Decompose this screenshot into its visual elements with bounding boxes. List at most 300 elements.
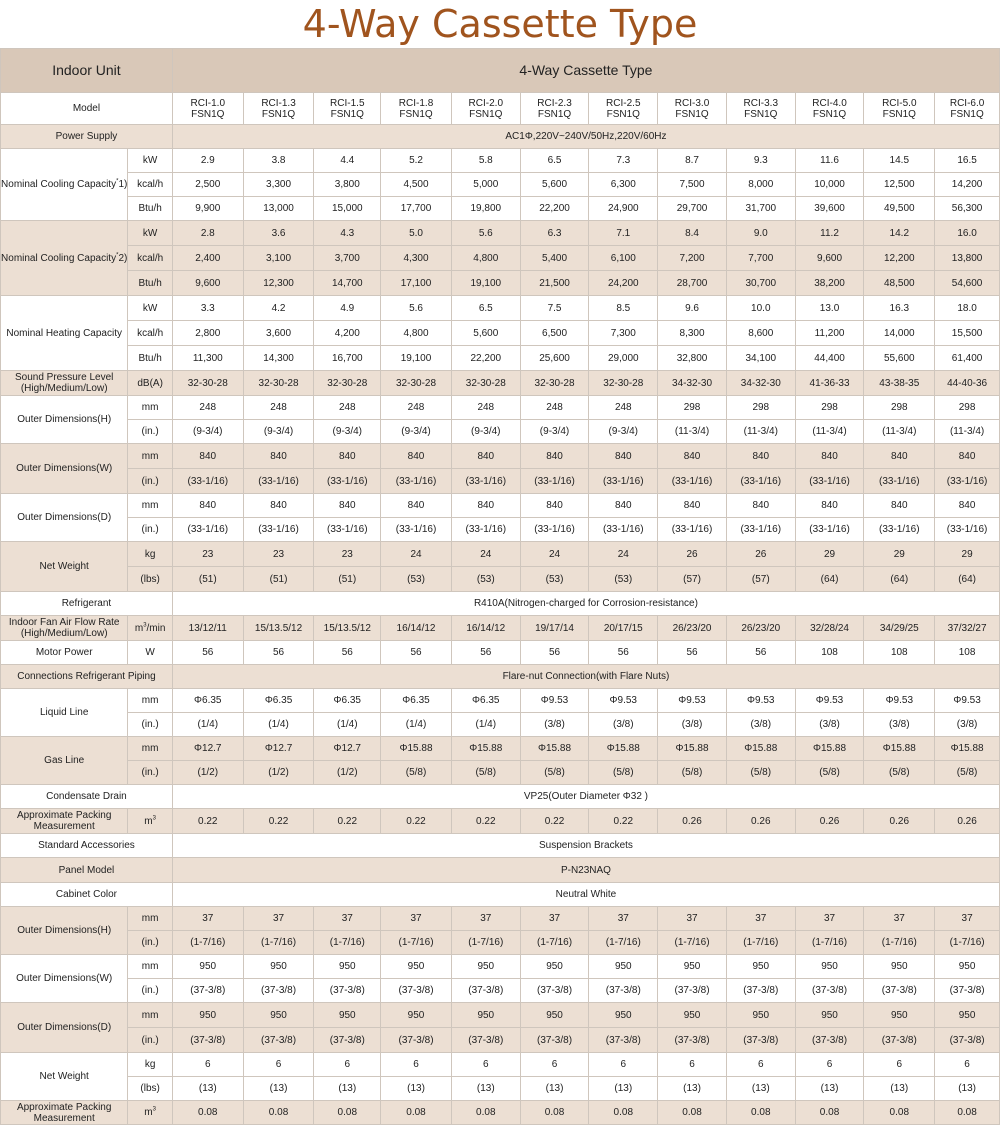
value-cell: 5,600 <box>520 173 589 197</box>
value-cell: (5/8) <box>658 761 727 785</box>
span-value: P-N23NAQ <box>172 858 999 883</box>
value-cell: 6 <box>520 1053 589 1077</box>
value-cell: 7,700 <box>726 246 795 271</box>
model-cell: RCI-1.0 FSN1Q <box>172 93 243 125</box>
spec-row <box>1 346 1000 371</box>
value-cell: (33-1/16) <box>172 469 243 494</box>
value-cell: (33-1/16) <box>589 469 658 494</box>
value-cell: 0.26 <box>864 809 935 834</box>
value-cell: 840 <box>451 444 520 469</box>
value-cell: 248 <box>451 396 520 420</box>
value-cell: 37 <box>795 907 864 931</box>
spec-row <box>1 1028 1000 1053</box>
value-cell: (11-3/4) <box>726 420 795 444</box>
value-cell: 15,000 <box>314 197 381 221</box>
value-cell: 19/17/14 <box>520 616 589 641</box>
value-cell: (37-3/8) <box>589 1028 658 1053</box>
value-cell: 37 <box>589 907 658 931</box>
value-cell: 32-30-28 <box>520 371 589 396</box>
value-cell: 19,100 <box>451 271 520 296</box>
unit-cell: mm <box>128 1003 173 1028</box>
value-cell: Φ12.7 <box>243 737 314 761</box>
value-cell: 8,300 <box>658 321 727 346</box>
value-cell: 950 <box>314 955 381 979</box>
value-cell: 950 <box>726 1003 795 1028</box>
value-cell: 6 <box>795 1053 864 1077</box>
value-cell: 7,300 <box>589 321 658 346</box>
spec-row <box>1 834 1000 858</box>
spec-row <box>1 371 1000 396</box>
value-cell: 0.22 <box>381 809 452 834</box>
value-cell: (37-3/8) <box>935 979 1000 1003</box>
unit-cell: kg <box>128 542 173 567</box>
value-cell: Φ15.88 <box>795 737 864 761</box>
value-cell: (3/8) <box>935 713 1000 737</box>
value-cell: Φ15.88 <box>935 737 1000 761</box>
value-cell: 840 <box>243 444 314 469</box>
value-cell: 6,500 <box>520 321 589 346</box>
value-cell: (1/2) <box>314 761 381 785</box>
value-cell: 298 <box>935 396 1000 420</box>
value-cell: (57) <box>658 567 727 592</box>
value-cell: (37-3/8) <box>795 979 864 1003</box>
row-label: Outer Dimensions(H) <box>1 907 128 955</box>
model-cell: RCI-6.0 FSN1Q <box>935 93 1000 125</box>
value-cell: 37 <box>243 907 314 931</box>
value-cell: 56 <box>381 641 452 665</box>
value-cell: (1-7/16) <box>726 931 795 955</box>
value-cell: (1-7/16) <box>172 931 243 955</box>
value-cell: 0.26 <box>795 809 864 834</box>
value-cell: 18.0 <box>935 296 1000 321</box>
spec-row <box>1 737 1000 761</box>
value-cell: 248 <box>589 396 658 420</box>
unit-cell: (in.) <box>128 518 173 542</box>
value-cell: 5.8 <box>451 149 520 173</box>
value-cell: 5.0 <box>381 221 452 246</box>
value-cell: 6.3 <box>520 221 589 246</box>
spec-row <box>1 246 1000 271</box>
spec-row <box>1 321 1000 346</box>
row-label: Net Weight <box>1 1053 128 1101</box>
value-cell: 950 <box>243 955 314 979</box>
value-cell: 8,600 <box>726 321 795 346</box>
value-cell: (1-7/16) <box>935 931 1000 955</box>
unit-cell: mm <box>128 396 173 420</box>
value-cell: (1-7/16) <box>795 931 864 955</box>
value-cell: (1-7/16) <box>451 931 520 955</box>
value-cell: (53) <box>589 567 658 592</box>
row-label: Gas Line <box>1 737 128 785</box>
unit-cell: (in.) <box>128 713 173 737</box>
value-cell: (53) <box>381 567 452 592</box>
value-cell: 840 <box>658 494 727 518</box>
value-cell: 14.5 <box>864 149 935 173</box>
value-cell: 56 <box>726 641 795 665</box>
model-cell: RCI-2.5 FSN1Q <box>589 93 658 125</box>
value-cell: 950 <box>795 1003 864 1028</box>
value-cell: (64) <box>935 567 1000 592</box>
value-cell: 840 <box>381 444 452 469</box>
value-cell: (33-1/16) <box>520 518 589 542</box>
unit-cell: (in.) <box>128 1028 173 1053</box>
model-cell: RCI-3.3 FSN1Q <box>726 93 795 125</box>
value-cell: (37-3/8) <box>520 1028 589 1053</box>
value-cell: 5.6 <box>381 296 452 321</box>
value-cell: 0.08 <box>451 1101 520 1125</box>
value-cell: 56 <box>520 641 589 665</box>
value-cell: (13) <box>864 1077 935 1101</box>
value-cell: 7.1 <box>589 221 658 246</box>
value-cell: (37-3/8) <box>314 979 381 1003</box>
value-cell: 950 <box>864 955 935 979</box>
value-cell: 2,800 <box>172 321 243 346</box>
value-cell: 950 <box>864 1003 935 1028</box>
value-cell: 56 <box>314 641 381 665</box>
value-cell: (13) <box>314 1077 381 1101</box>
value-cell: 16/14/12 <box>381 616 452 641</box>
value-cell: 248 <box>243 396 314 420</box>
value-cell: 10,000 <box>795 173 864 197</box>
value-cell: 0.08 <box>864 1101 935 1125</box>
value-cell: 29 <box>864 542 935 567</box>
spec-row <box>1 665 1000 689</box>
value-cell: (33-1/16) <box>381 518 452 542</box>
value-cell: (1/4) <box>381 713 452 737</box>
value-cell: 34,100 <box>726 346 795 371</box>
value-cell: (33-1/16) <box>658 469 727 494</box>
value-cell: 840 <box>935 444 1000 469</box>
value-cell: 3,300 <box>243 173 314 197</box>
value-cell: (1/4) <box>314 713 381 737</box>
row-label: Nominal Cooling Capacity*2) <box>1 221 128 296</box>
value-cell: (13) <box>726 1077 795 1101</box>
value-cell: 37 <box>520 907 589 931</box>
value-cell: 840 <box>795 494 864 518</box>
value-cell: 3,100 <box>243 246 314 271</box>
value-cell: (37-3/8) <box>381 979 452 1003</box>
value-cell: Φ15.88 <box>726 737 795 761</box>
unit-cell: kcal/h <box>128 173 173 197</box>
value-cell: 11.6 <box>795 149 864 173</box>
value-cell: 30,700 <box>726 271 795 296</box>
value-cell: 840 <box>726 444 795 469</box>
value-cell: 4,300 <box>381 246 452 271</box>
value-cell: 4,800 <box>451 246 520 271</box>
value-cell: 6 <box>864 1053 935 1077</box>
value-cell: (37-3/8) <box>864 979 935 1003</box>
value-cell: 9,600 <box>172 271 243 296</box>
value-cell: 16.3 <box>864 296 935 321</box>
value-cell: 840 <box>935 494 1000 518</box>
value-cell: (64) <box>864 567 935 592</box>
value-cell: Φ12.7 <box>314 737 381 761</box>
value-cell: 7.5 <box>520 296 589 321</box>
value-cell: (13) <box>658 1077 727 1101</box>
unit-cell: (lbs) <box>128 1077 173 1101</box>
value-cell: (5/8) <box>451 761 520 785</box>
spec-row <box>1 955 1000 979</box>
value-cell: 34-32-30 <box>658 371 727 396</box>
value-cell: Φ9.53 <box>726 689 795 713</box>
value-cell: 29 <box>795 542 864 567</box>
value-cell: 8.5 <box>589 296 658 321</box>
value-cell: 840 <box>451 494 520 518</box>
value-cell: 24 <box>589 542 658 567</box>
spec-row <box>1 173 1000 197</box>
row-label: Outer Dimensions(D) <box>1 494 128 542</box>
value-cell: 32-30-28 <box>172 371 243 396</box>
value-cell: 4,200 <box>314 321 381 346</box>
value-cell: Φ9.53 <box>795 689 864 713</box>
spec-row <box>1 296 1000 321</box>
value-cell: 840 <box>589 494 658 518</box>
value-cell: Φ6.35 <box>381 689 452 713</box>
unit-cell: Btu/h <box>128 197 173 221</box>
value-cell: 5,400 <box>520 246 589 271</box>
value-cell: 61,400 <box>935 346 1000 371</box>
value-cell: 0.08 <box>658 1101 727 1125</box>
row-label: Outer Dimensions(W) <box>1 444 128 494</box>
value-cell: 840 <box>658 444 727 469</box>
table-title-header: 4-Way Cassette Type <box>172 49 999 93</box>
value-cell: 43-38-35 <box>864 371 935 396</box>
spec-row <box>1 785 1000 809</box>
header-row <box>1 49 1000 93</box>
value-cell: 17,700 <box>381 197 452 221</box>
value-cell: (51) <box>314 567 381 592</box>
unit-cell: (in.) <box>128 420 173 444</box>
value-cell: Φ15.88 <box>451 737 520 761</box>
value-cell: 16.5 <box>935 149 1000 173</box>
unit-cell: (in.) <box>128 761 173 785</box>
value-cell: (5/8) <box>381 761 452 785</box>
unit-cell: $m^3$ <box>128 809 173 834</box>
row-label: Standard Accessories <box>1 834 173 858</box>
value-cell: 55,600 <box>864 346 935 371</box>
value-cell: (33-1/16) <box>864 469 935 494</box>
value-cell: 840 <box>381 494 452 518</box>
value-cell: 950 <box>172 1003 243 1028</box>
value-cell: 11.2 <box>795 221 864 246</box>
spec-row <box>1 125 1000 149</box>
spec-row <box>1 271 1000 296</box>
value-cell: 37 <box>864 907 935 931</box>
value-cell: (37-3/8) <box>658 979 727 1003</box>
value-cell: 28,700 <box>658 271 727 296</box>
value-cell: Φ9.53 <box>520 689 589 713</box>
value-cell: 32/28/24 <box>795 616 864 641</box>
value-cell: 16/14/12 <box>451 616 520 641</box>
value-cell: 298 <box>795 396 864 420</box>
unit-cell: kW <box>128 149 173 173</box>
value-cell: 2.9 <box>172 149 243 173</box>
value-cell: 2.8 <box>172 221 243 246</box>
value-cell: (11-3/4) <box>795 420 864 444</box>
model-cell: RCI-3.0 FSN1Q <box>658 93 727 125</box>
value-cell: 840 <box>314 494 381 518</box>
value-cell: (1/2) <box>172 761 243 785</box>
row-label: Outer Dimensions(H) <box>1 396 128 444</box>
page-title: 4-Way Cassette Type <box>302 2 698 46</box>
value-cell: 6 <box>172 1053 243 1077</box>
value-cell: 3,700 <box>314 246 381 271</box>
spec-row <box>1 221 1000 246</box>
value-cell: 248 <box>172 396 243 420</box>
value-cell: (3/8) <box>589 713 658 737</box>
value-cell: (37-3/8) <box>243 1028 314 1053</box>
value-cell: (9-3/4) <box>172 420 243 444</box>
value-cell: 34-32-30 <box>726 371 795 396</box>
value-cell: 14,700 <box>314 271 381 296</box>
value-cell: (3/8) <box>658 713 727 737</box>
value-cell: (33-1/16) <box>243 469 314 494</box>
spec-row <box>1 809 1000 834</box>
span-value: Suspension Brackets <box>172 834 999 858</box>
model-cell: RCI-4.0 FSN1Q <box>795 93 864 125</box>
value-cell: (37-3/8) <box>726 979 795 1003</box>
spec-row <box>1 494 1000 518</box>
value-cell: 26 <box>658 542 727 567</box>
value-cell: 0.22 <box>589 809 658 834</box>
value-cell: 0.22 <box>520 809 589 834</box>
value-cell: (33-1/16) <box>726 469 795 494</box>
value-cell: Φ15.88 <box>520 737 589 761</box>
value-cell: 950 <box>172 955 243 979</box>
value-cell: Φ6.35 <box>451 689 520 713</box>
value-cell: 10.0 <box>726 296 795 321</box>
value-cell: (53) <box>451 567 520 592</box>
value-cell: 950 <box>451 955 520 979</box>
value-cell: 6 <box>314 1053 381 1077</box>
unit-cell: mm <box>128 955 173 979</box>
value-cell: 5.2 <box>381 149 452 173</box>
unit-cell: mm <box>128 494 173 518</box>
value-cell: 0.22 <box>243 809 314 834</box>
value-cell: (51) <box>172 567 243 592</box>
value-cell: 298 <box>864 396 935 420</box>
value-cell: Φ9.53 <box>589 689 658 713</box>
value-cell: 8.4 <box>658 221 727 246</box>
value-cell: Φ15.88 <box>658 737 727 761</box>
value-cell: (3/8) <box>726 713 795 737</box>
value-cell: (1-7/16) <box>589 931 658 955</box>
value-cell: 7,200 <box>658 246 727 271</box>
spec-row <box>1 689 1000 713</box>
value-cell: 8.7 <box>658 149 727 173</box>
value-cell: 6 <box>935 1053 1000 1077</box>
model-cell: RCI-2.3 FSN1Q <box>520 93 589 125</box>
value-cell: Φ6.35 <box>243 689 314 713</box>
value-cell: 29,000 <box>589 346 658 371</box>
footnote-mark: * <box>116 178 119 185</box>
value-cell: (33-1/16) <box>314 518 381 542</box>
value-cell: 840 <box>520 444 589 469</box>
value-cell: 6,100 <box>589 246 658 271</box>
value-cell: 17,100 <box>381 271 452 296</box>
unit-cell: Btu/h <box>128 346 173 371</box>
model-cell: RCI-2.0 FSN1Q <box>451 93 520 125</box>
value-cell: 37 <box>451 907 520 931</box>
value-cell: 0.22 <box>172 809 243 834</box>
value-cell: 26/23/20 <box>658 616 727 641</box>
value-cell: 24,900 <box>589 197 658 221</box>
value-cell: 950 <box>935 955 1000 979</box>
unit-cell: W <box>128 641 173 665</box>
value-cell: (1-7/16) <box>381 931 452 955</box>
value-cell: 0.26 <box>658 809 727 834</box>
row-label: Motor Power <box>1 641 128 665</box>
value-cell: (5/8) <box>589 761 658 785</box>
value-cell: 11,200 <box>795 321 864 346</box>
unit-cell: kW <box>128 296 173 321</box>
value-cell: Φ9.53 <box>658 689 727 713</box>
value-cell: 29,700 <box>658 197 727 221</box>
value-cell: Φ9.53 <box>864 689 935 713</box>
row-label: Nominal Heating Capacity <box>1 296 128 371</box>
value-cell: 14.2 <box>864 221 935 246</box>
value-cell: (9-3/4) <box>314 420 381 444</box>
value-cell: 950 <box>726 955 795 979</box>
spec-row <box>1 1077 1000 1101</box>
unit-cell: mm <box>128 444 173 469</box>
value-cell: (1-7/16) <box>314 931 381 955</box>
value-cell: (37-3/8) <box>451 979 520 1003</box>
value-cell: 0.26 <box>726 809 795 834</box>
value-cell: (37-3/8) <box>172 1028 243 1053</box>
spec-row <box>1 931 1000 955</box>
value-cell: 4.2 <box>243 296 314 321</box>
value-cell: 9,600 <box>795 246 864 271</box>
value-cell: (9-3/4) <box>589 420 658 444</box>
value-cell: 108 <box>864 641 935 665</box>
value-cell: 950 <box>658 955 727 979</box>
value-cell: 56 <box>243 641 314 665</box>
value-cell: (5/8) <box>520 761 589 785</box>
value-cell: 108 <box>795 641 864 665</box>
unit-cell: kcal/h <box>128 321 173 346</box>
value-cell: (37-3/8) <box>520 979 589 1003</box>
value-cell: 23 <box>172 542 243 567</box>
spec-row <box>1 592 1000 616</box>
value-cell: (9-3/4) <box>451 420 520 444</box>
value-cell: 13,000 <box>243 197 314 221</box>
superscript-3: 3 <box>143 622 147 629</box>
value-cell: (33-1/16) <box>314 469 381 494</box>
value-cell: 0.08 <box>795 1101 864 1125</box>
value-cell: 840 <box>172 494 243 518</box>
value-cell: (37-3/8) <box>381 1028 452 1053</box>
value-cell: 44,400 <box>795 346 864 371</box>
spec-row <box>1 979 1000 1003</box>
spec-row <box>1 713 1000 737</box>
value-cell: 37 <box>935 907 1000 931</box>
row-label: Connections Refrigerant Piping <box>1 665 173 689</box>
value-cell: (1-7/16) <box>658 931 727 955</box>
spec-row <box>1 420 1000 444</box>
value-cell: 32-30-28 <box>451 371 520 396</box>
span-value: VP25(Outer Diameter Φ32 ) <box>172 785 999 809</box>
value-cell: 950 <box>451 1003 520 1028</box>
row-label: Net Weight <box>1 542 128 592</box>
unit-cell: (in.) <box>128 469 173 494</box>
value-cell: 29 <box>935 542 1000 567</box>
spec-row <box>1 542 1000 567</box>
indoor-unit-header: Indoor Unit <box>1 49 173 93</box>
spec-row <box>1 858 1000 883</box>
value-cell: (1/4) <box>243 713 314 737</box>
value-cell: 44-40-36 <box>935 371 1000 396</box>
